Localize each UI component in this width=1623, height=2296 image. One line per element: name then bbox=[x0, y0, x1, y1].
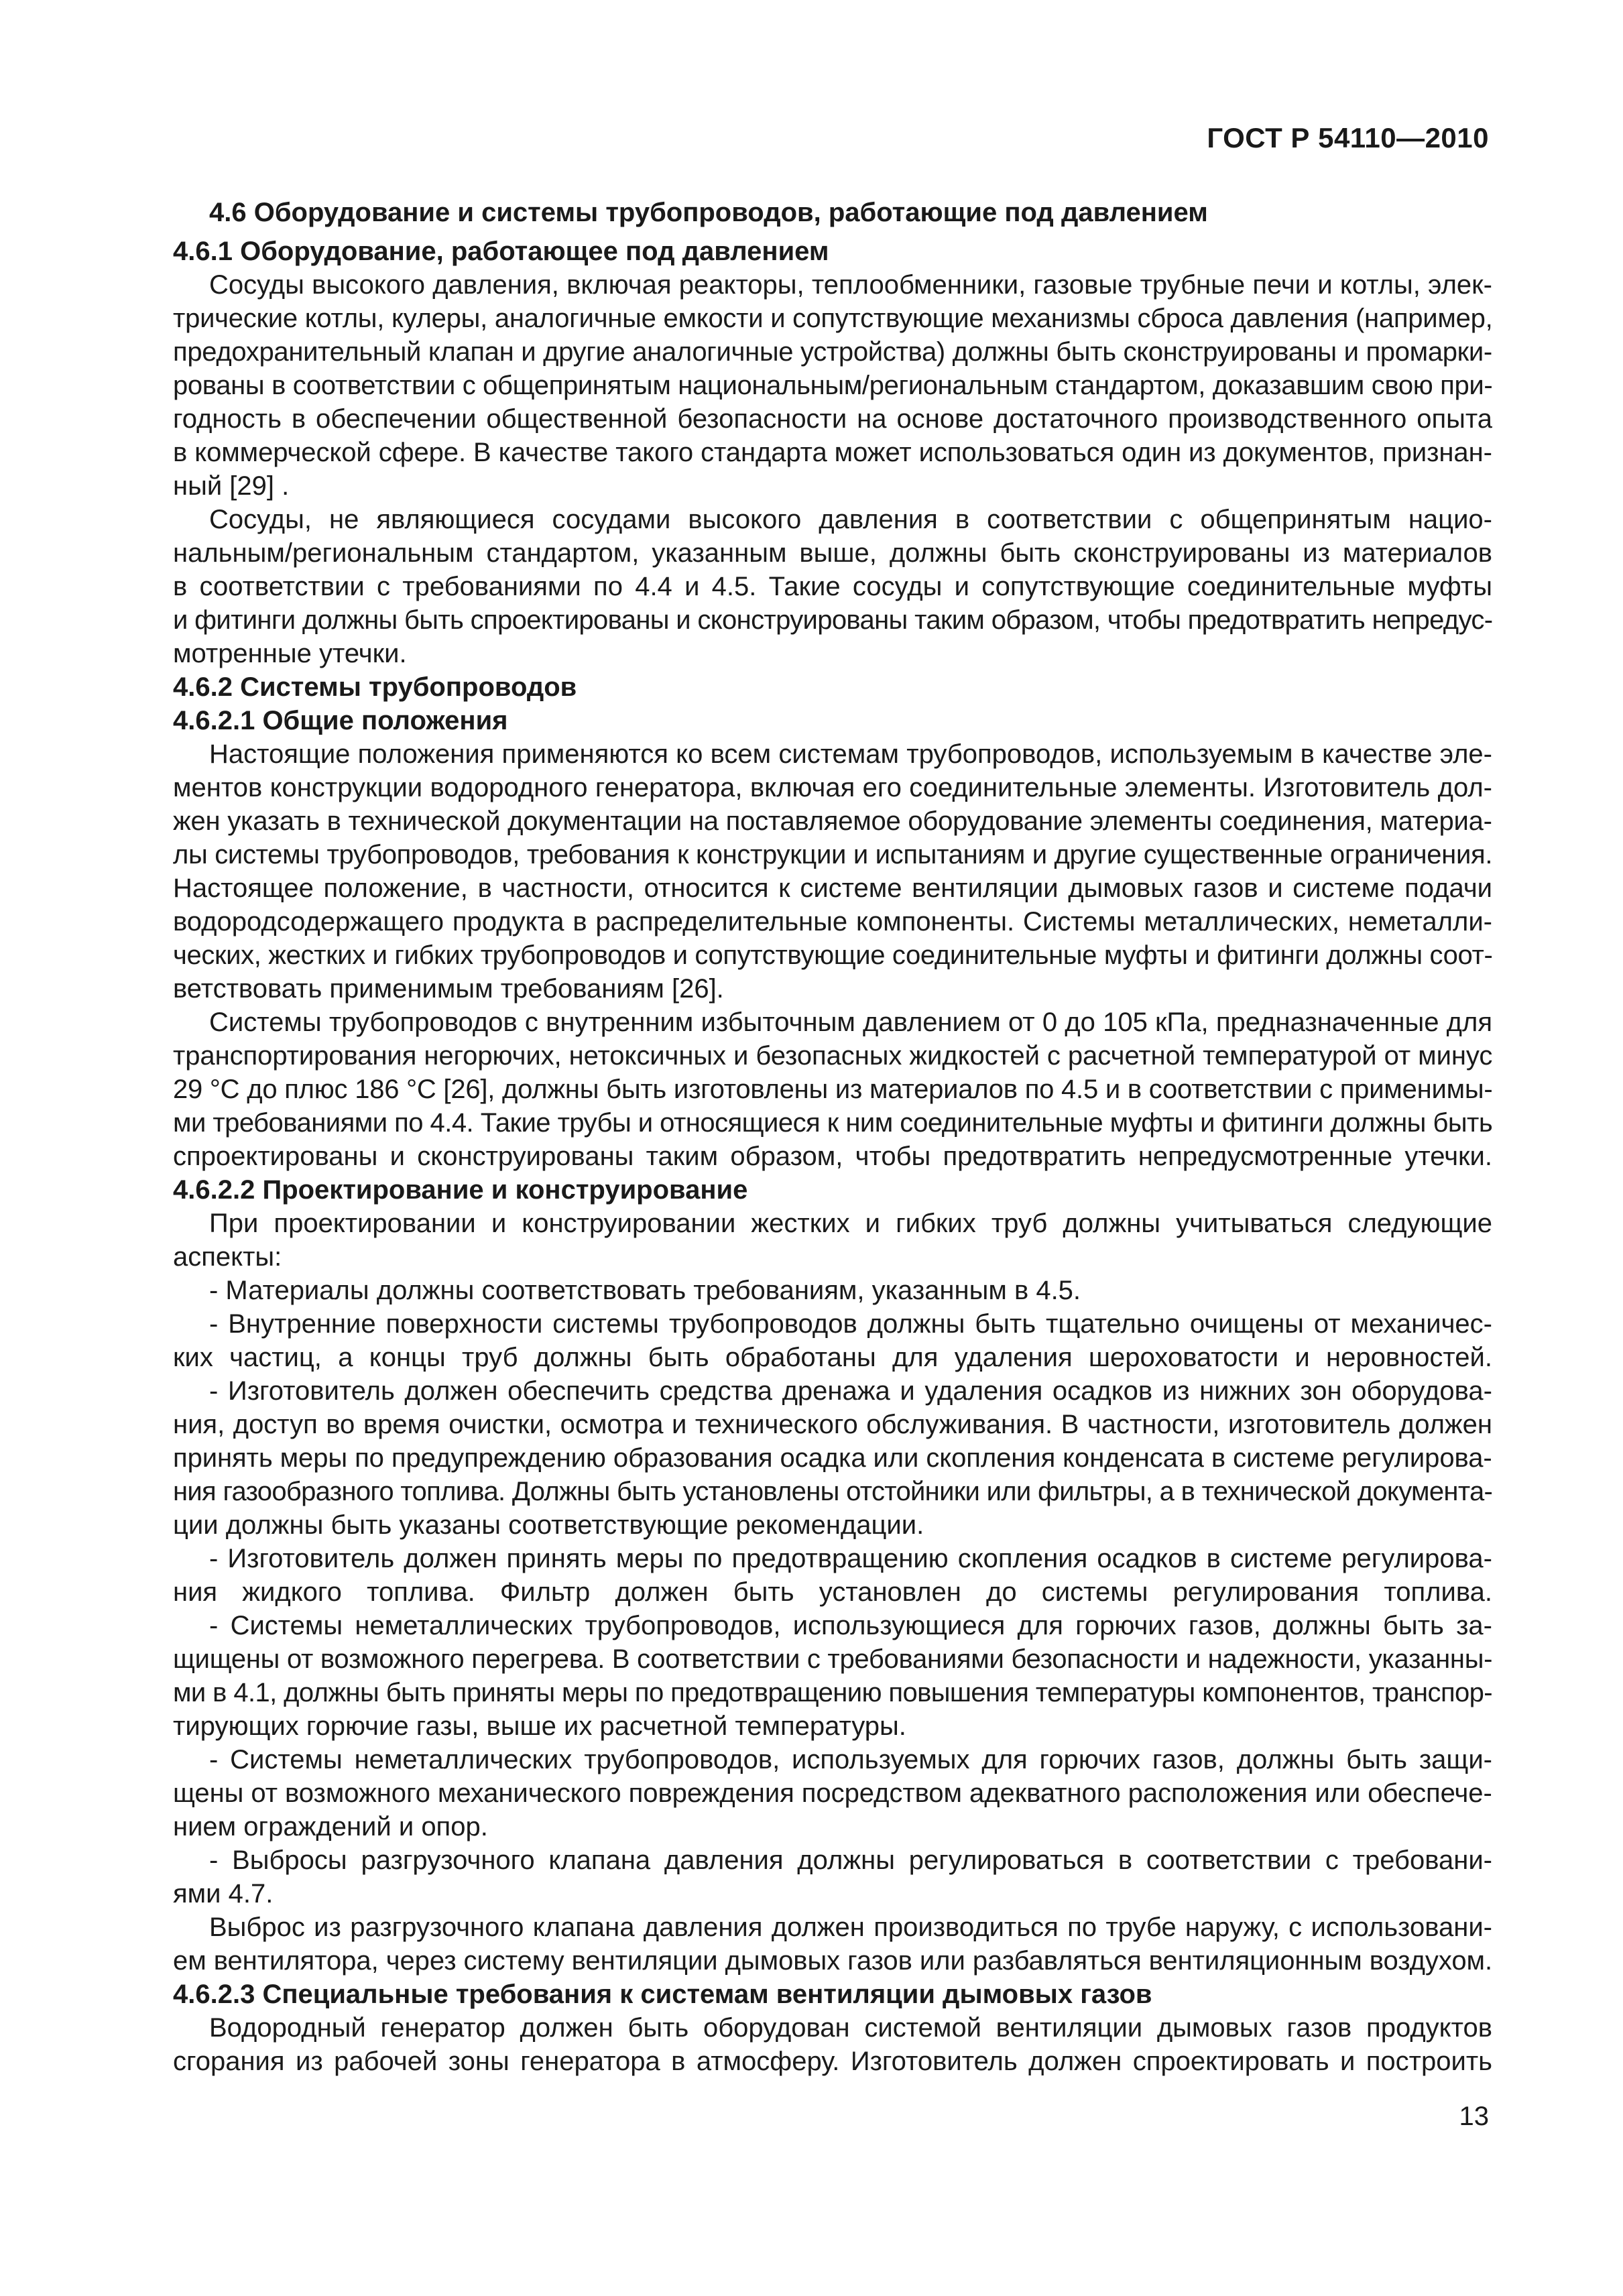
text-line: тирующих горючие газы, выше их расчетной температуры. bbox=[173, 1711, 906, 1741]
text-line: ких частиц, а концы труб должны быть обработаны для удаления шероховатости и неровностей. bbox=[173, 1343, 1492, 1372]
paragraph-start-line: Сосуды высокого давления, включая реакторы, теплообменники, газовые трубные печи и котлы, элек- bbox=[209, 270, 1492, 300]
paragraph-start-line: Сосуды, не являющиеся сосудами высокого давления в соответствии с общепринятым нацио- bbox=[209, 505, 1492, 534]
paragraph-start-line: - Материалы должны соответствовать требованиям, указанным в 4.5. bbox=[209, 1276, 1081, 1305]
text-line: нием ограждений и опор. bbox=[173, 1812, 488, 1841]
text-line: и фитинги должны быть спроектированы и сконструированы таким образом, чтобы предотвратить непредус- bbox=[173, 605, 1492, 635]
text-line: в соответствии с требованиями по 4.4 и 4.5. Такие сосуды и сопутствующие соединительные муфты bbox=[173, 572, 1492, 601]
page-number: 13 bbox=[1459, 2102, 1489, 2131]
text-line: годность в обеспечении общественной безопасности на основе достаточного производственного опыта bbox=[173, 404, 1492, 434]
text-line: щены от возможного механического повреждения посредством адекватного расположения или обеспече- bbox=[173, 1778, 1492, 1808]
text-line: в коммерческой сфере. В качестве такого стандарта может использоваться один из документов, признан- bbox=[173, 438, 1492, 467]
text-line: ем вентилятора, через систему вентиляции дымовых газов или разбавляться вентиляционным воздухом. bbox=[173, 1946, 1492, 1976]
text-line: ми в 4.1, должны быть приняты меры по предотвращению повышения температуры компонентов, транспор- bbox=[173, 1678, 1492, 1707]
document-body bbox=[173, 196, 1492, 2078]
text-line: принять меры по предупреждению образования осадка или скопления конденсата в системе регулирова- bbox=[173, 1443, 1492, 1473]
paragraph-start-line: Водородный генератор должен быть оборудован системой вентиляции дымовых газов продуктов bbox=[209, 2013, 1492, 2043]
text-line: ции должны быть указаны соответствующие рекомендации. bbox=[173, 1510, 924, 1540]
paragraph-start-line: Выброс из разгрузочного клапана давления должен производиться по трубе наружу, с использовани- bbox=[209, 1913, 1492, 1942]
text-line: водородсодержащего продукта в распределительные компоненты. Системы металлических, неметалли- bbox=[173, 907, 1492, 936]
section-heading: 4.6 Оборудование и системы трубопроводов, работающие под давлением bbox=[209, 198, 1208, 227]
text-line: аспекты: bbox=[173, 1242, 282, 1272]
text-line: нальным/региональным стандартом, указанным выше, должны быть сконструированы из материалов bbox=[173, 538, 1492, 568]
subsection-heading: 4.6.2.2 Проектирование и конструирование bbox=[173, 1175, 748, 1205]
subsection-heading: 4.6.2.1 Общие положения bbox=[173, 706, 508, 735]
paragraph-start-line: - Системы неметаллических трубопроводов, использующиеся для горючих газов, должны быть за- bbox=[209, 1611, 1492, 1640]
text-line: ментов конструкции водородного генератора, включая его соединительные элементы. Изготовитель дол- bbox=[173, 773, 1492, 802]
paragraph-start-line: - Выбросы разгрузочного клапана давления должны регулироваться в соответствии с требовани- bbox=[209, 1846, 1492, 1875]
text-line: ния, доступ во время очистки, осмотра и технического обслуживания. В частности, изготовитель должен bbox=[173, 1410, 1492, 1439]
text-line: предохранительный клапан и другие аналогичные устройства) должны быть сконструированы и промарки- bbox=[173, 337, 1492, 367]
text-line: ния жидкого топлива. Фильтр должен быть установлен до системы регулирования топлива. bbox=[173, 1577, 1492, 1607]
text-line: ния газообразного топлива. Должны быть установлены отстойники или фильтры, а в технической документа- bbox=[173, 1477, 1492, 1506]
text-line: лы системы трубопроводов, требования к конструкции и испытаниям и другие существенные ограничения. bbox=[173, 840, 1492, 869]
subsection-heading: 4.6.2 Системы трубопроводов bbox=[173, 672, 577, 702]
text-line: ный [29] . bbox=[173, 471, 290, 501]
standard-code: ГОСТ Р 54110—2010 bbox=[1207, 122, 1489, 154]
text-line: мотренные утечки. bbox=[173, 639, 407, 668]
text-line: рованы в соответствии с общепринятым национальным/региональным стандартом, доказавшим свою при- bbox=[173, 371, 1492, 400]
paragraph-start-line: - Системы неметаллических трубопроводов, используемых для горючих газов, должны быть защи- bbox=[209, 1745, 1492, 1774]
text-line: ческих, жестких и гибких трубопроводов и сопутствующие соединительные муфты и фитинги должны соот- bbox=[173, 941, 1492, 970]
text-line: жен указать в технической документации на поставляемое оборудование элементы соединения, материа- bbox=[173, 806, 1492, 836]
paragraph-start-line: - Изготовитель должен обеспечить средства дренажа и удаления осадков из нижних зон оборудова- bbox=[209, 1376, 1492, 1406]
paragraph-start-line: Системы трубопроводов с внутренним избыточным давлением от 0 до 105 кПа, предназначенные для bbox=[209, 1008, 1492, 1037]
text-line: спроектированы и сконструированы таким образом, чтобы предотвратить непредусмотренные утечки. bbox=[173, 1142, 1492, 1171]
paragraph-start-line: При проектировании и конструировании жестких и гибких труб должны учитываться следующие bbox=[209, 1209, 1492, 1238]
text-line: ветствовать применимым требованиям [26]. bbox=[173, 974, 724, 1004]
text-line: щищены от возможного перегрева. В соответствии с требованиями безопасности и надежности, указанны- bbox=[173, 1644, 1492, 1674]
subsection-heading: 4.6.1 Оборудование, работающее под давлением bbox=[173, 237, 829, 266]
paragraph-start-line: - Внутренние поверхности системы трубопроводов должны быть тщательно очищены от механичес- bbox=[209, 1309, 1492, 1339]
paragraph-start-line: Настоящие положения применяются ко всем системам трубопроводов, используемым в качестве эле- bbox=[209, 739, 1492, 769]
text-line: ями 4.7. bbox=[173, 1879, 274, 1909]
text-line: транспортирования негорючих, нетоксичных и безопасных жидкостей с расчетной температурой от минус bbox=[173, 1041, 1492, 1071]
text-line: 29 °С до плюс 186 °С [26], должны быть изготовлены из материалов по 4.5 и в соответствии с применимы- bbox=[173, 1075, 1492, 1104]
text-line: Настоящее положение, в частности, относится к системе вентиляции дымовых газов и системе подачи bbox=[173, 873, 1492, 903]
paragraph-start-line: - Изготовитель должен принять меры по предотвращению скопления осадков в системе регулирова- bbox=[209, 1544, 1492, 1573]
subsection-heading: 4.6.2.3 Специальные требования к системам вентиляции дымовых газов bbox=[173, 1980, 1152, 2009]
text-line: трические котлы, кулеры, аналогичные емкости и сопутствующие механизмы сброса давления (например, bbox=[173, 304, 1492, 333]
text-line: сгорания из рабочей зоны генератора в атмосферу. Изготовитель должен спроектировать и построить bbox=[173, 2047, 1492, 2076]
text-line: ми требованиями по 4.4. Такие трубы и относящиеся к ним соединительные муфты и фитинги должны быть bbox=[173, 1108, 1492, 1138]
